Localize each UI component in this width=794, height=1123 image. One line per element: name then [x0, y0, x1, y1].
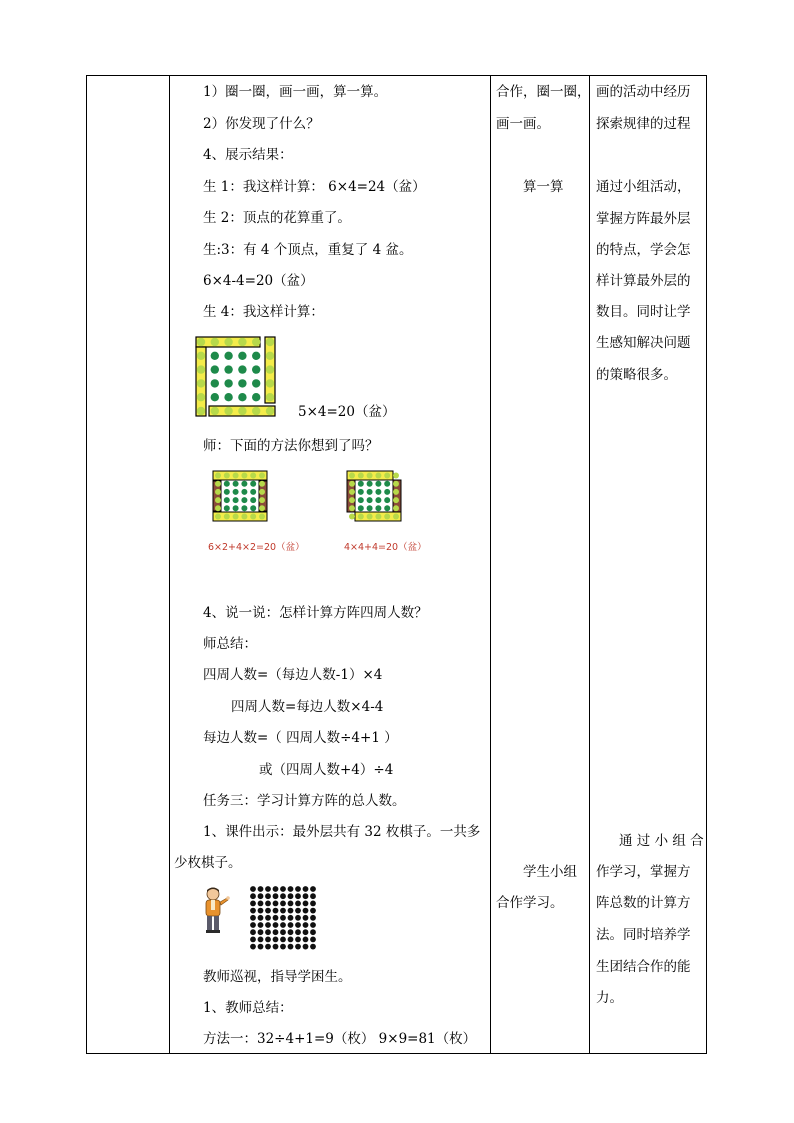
chess-piece-dot: [288, 944, 294, 950]
flower-pot-dot: [266, 352, 274, 360]
intent2-line-2: 掌握方阵最外层: [596, 211, 691, 227]
flower-pot-dot: [393, 489, 399, 495]
flower-pot-dot: [384, 514, 390, 520]
flower-pot-dot: [367, 481, 373, 487]
chess-piece-dot: [258, 929, 264, 935]
chess-piece-array: [250, 886, 316, 950]
flower-pot-dot: [358, 473, 364, 479]
chess-piece-dot: [250, 937, 256, 943]
flower-pot-dot: [233, 514, 239, 520]
flower-pot-dot: [241, 473, 247, 479]
chess-piece-dot: [258, 901, 264, 907]
intent-line-2: 探索规律的过程: [596, 116, 691, 132]
chess-piece-dot: [258, 915, 264, 921]
step-line-2: 2）你发现了什么？: [203, 116, 320, 132]
chess-piece-dot: [265, 922, 271, 928]
student4-formula: 5×4=20（盆）: [298, 404, 396, 420]
activity-group-1: 学生小组: [523, 864, 577, 880]
array-figure-method-a: [212, 470, 268, 522]
chess-piece-dot: [250, 922, 256, 928]
chess-piece-dot: [250, 915, 256, 921]
flower-pot-dot: [252, 379, 260, 387]
chess-piece-dot: [295, 944, 301, 950]
flower-pot-dot: [224, 481, 230, 487]
chess-piece-dot: [303, 922, 309, 928]
flower-pot-dot: [197, 365, 205, 373]
chess-piece-dot: [273, 915, 279, 921]
chess-piece-dot: [280, 915, 286, 921]
student3-formula: 6×4-4=20（盆）: [203, 273, 314, 289]
flower-pot-dot: [224, 473, 230, 479]
chess-piece-dot: [288, 922, 294, 928]
flower-pot-dot: [238, 379, 246, 387]
flower-pot-dot: [358, 497, 364, 503]
activity-line-1: 合作，圈一圈，: [496, 84, 591, 100]
chess-piece-dot: [303, 944, 309, 950]
flower-pot-dot: [393, 514, 399, 520]
flower-pot-dot: [241, 497, 247, 503]
formula-side-1: 每边人数=（ 四周人数÷4+1 ）: [203, 730, 398, 746]
chess-piece-dot: [280, 937, 286, 943]
chess-piece-dot: [258, 922, 264, 928]
chess-piece-dot: [310, 937, 316, 943]
task-three-title: 任务三：学习计算方阵的总人数。: [203, 793, 406, 809]
flower-pot-dot: [233, 505, 239, 511]
flower-pot-dot: [224, 407, 232, 415]
flower-pot-dot: [384, 505, 390, 511]
activity-line-2: 画一画。: [496, 116, 550, 132]
chess-piece-dot: [303, 937, 309, 943]
flower-pot-dot: [367, 473, 373, 479]
teacher-summary-2: 1、教师总结：: [203, 1000, 293, 1016]
flower-pot-dot: [241, 489, 247, 495]
teacher-summary-label: 师总结：: [203, 636, 257, 652]
chess-piece-dot: [310, 944, 316, 950]
chess-piece-dot: [273, 901, 279, 907]
method-b-formula: 4×4+4=20（盆）: [344, 542, 427, 553]
chess-piece-dot: [273, 929, 279, 935]
chess-piece-dot: [265, 908, 271, 914]
flower-pot-dot: [375, 514, 381, 520]
flower-pot-dot: [358, 481, 364, 487]
flower-pot-dot: [197, 393, 205, 401]
flower-pot-dot: [211, 365, 219, 373]
flower-pot-dot: [211, 393, 219, 401]
flower-pot-dot: [375, 489, 381, 495]
chess-piece-dot: [280, 922, 286, 928]
flower-pot-dot: [358, 514, 364, 520]
flower-pot-dot: [384, 481, 390, 487]
chess-piece-dot: [303, 908, 309, 914]
flower-pot-dot: [241, 514, 247, 520]
chess-piece-dot: [273, 908, 279, 914]
flower-pot-dot: [375, 473, 381, 479]
chess-piece-dot: [265, 937, 271, 943]
flower-pot-dot: [259, 481, 265, 487]
flower-pot-dot: [241, 481, 247, 487]
flower-pot-dot: [393, 505, 399, 511]
flower-pot-dot: [393, 497, 399, 503]
flower-pot-dot: [224, 352, 232, 360]
flower-pot-dot: [259, 514, 265, 520]
chess-piece-dot: [250, 886, 256, 892]
flower-pot-dot: [250, 505, 256, 511]
array-figure-method-b: [346, 470, 402, 522]
flower-pot-dot: [250, 481, 256, 487]
column-divider-2: [490, 76, 491, 1053]
chess-piece-dot: [310, 915, 316, 921]
chess-piece-dot: [295, 937, 301, 943]
step-line-3: 4、展示结果：: [203, 147, 293, 163]
flower-pot-dot: [197, 352, 205, 360]
flower-pot-dot: [197, 379, 205, 387]
chess-piece-dot: [280, 929, 286, 935]
flower-pot-dot: [259, 473, 265, 479]
flower-pot-dot: [367, 497, 373, 503]
chess-piece-dot: [303, 886, 309, 892]
flower-pot-dot: [393, 473, 399, 479]
chess-piece-dot: [280, 944, 286, 950]
chess-piece-dot: [265, 893, 271, 899]
intent2-line-5: 数目。同时让学: [596, 304, 691, 320]
flower-pot-dot: [252, 338, 260, 346]
chess-piece-dot: [250, 893, 256, 899]
column-divider-1: [169, 76, 170, 1053]
flower-pot-dot: [367, 514, 373, 520]
flower-pot-dot: [211, 352, 219, 360]
chess-piece-dot: [265, 901, 271, 907]
teacher-question: 师：下面的方法你想到了吗？: [203, 438, 379, 454]
chess-piece-dot: [310, 901, 316, 907]
chess-piece-dot: [250, 908, 256, 914]
chess-piece-dot: [303, 901, 309, 907]
chess-piece-dot: [288, 908, 294, 914]
formula-perimeter-1: 四周人数=（每边人数-1）×4: [203, 667, 383, 683]
chess-piece-dot: [258, 937, 264, 943]
flower-pot-dot: [367, 489, 373, 495]
column-divider-3: [589, 76, 590, 1053]
flower-pot-dot: [233, 481, 239, 487]
intent2-line-1: 通过小组活动，: [596, 179, 691, 195]
flower-pot-dot: [358, 505, 364, 511]
chess-piece-dot: [280, 908, 286, 914]
flower-pot-dot: [393, 481, 399, 487]
flower-pot-dot: [215, 473, 221, 479]
flower-pot-dot: [224, 365, 232, 373]
chess-piece-dot: [280, 901, 286, 907]
flower-pot-dot: [259, 505, 265, 511]
chess-piece-dot: [310, 922, 316, 928]
intent2-line-6: 生感知解决问题: [596, 335, 691, 351]
flower-pot-dot: [224, 379, 232, 387]
flower-pot-dot: [233, 489, 239, 495]
chess-piece-dot: [258, 944, 264, 950]
flower-pot-dot: [241, 505, 247, 511]
flower-pot-dot: [224, 505, 230, 511]
flower-pot-dot: [252, 407, 260, 415]
chess-piece-dot: [295, 915, 301, 921]
flower-pot-dot: [224, 393, 232, 401]
chess-piece-dot: [258, 886, 264, 892]
flower-pot-dot: [266, 365, 274, 373]
formula-side-2: 或（四周人数+4）÷4: [259, 762, 394, 778]
chess-piece-dot: [280, 893, 286, 899]
flower-pot-dot: [211, 338, 219, 346]
chess-piece-dot: [303, 893, 309, 899]
intent3-line-6: 力。: [596, 990, 623, 1006]
student4-line: 生 4：我这样计算：: [203, 304, 324, 320]
chess-piece-dot: [295, 886, 301, 892]
array-figure-student4: [195, 336, 277, 418]
flower-pot-dot: [259, 497, 265, 503]
flower-pot-dot: [224, 514, 230, 520]
flower-pot-dot: [349, 514, 355, 520]
flower-pot-dot: [238, 352, 246, 360]
flower-pot-dot: [238, 407, 246, 415]
flower-pot-dot: [252, 352, 260, 360]
teacher-patrol-line: 教师巡视，指导学困生。: [203, 969, 352, 985]
chess-piece-dot: [265, 886, 271, 892]
activity-calc: 算一算: [523, 179, 564, 195]
intent3-line-4: 法。同时培养学: [596, 927, 691, 943]
chess-piece-dot: [250, 929, 256, 935]
chess-piece-dot: [310, 893, 316, 899]
flower-pot-dot: [349, 481, 355, 487]
flower-pot-dot: [250, 497, 256, 503]
flower-pot-dot: [211, 379, 219, 387]
flower-pot-dot: [358, 489, 364, 495]
intent2-line-7: 的策略很多。: [596, 367, 677, 383]
chess-piece-dot: [310, 908, 316, 914]
flower-pot-dot: [266, 379, 274, 387]
flower-pot-dot: [197, 338, 205, 346]
flower-pot-dot: [384, 473, 390, 479]
flower-pot-dot: [252, 393, 260, 401]
flower-pot-dot: [266, 393, 274, 401]
intent3-line-3: 阵总数的计算方: [596, 895, 691, 911]
chess-piece-dot: [295, 893, 301, 899]
flower-pot-dot: [250, 514, 256, 520]
chess-piece-dot: [310, 886, 316, 892]
flower-pot-dot: [215, 505, 221, 511]
chess-piece-dot: [295, 901, 301, 907]
flower-pot-dot: [384, 489, 390, 495]
intent2-line-4: 样计算最外层的: [596, 273, 691, 289]
chess-piece-dot: [288, 893, 294, 899]
teacher-figure: [200, 886, 230, 934]
intent2-line-3: 的特点，学会怎: [596, 242, 691, 258]
student1-line: 生 1：我这样计算： 6×4=24（盆）: [203, 179, 426, 195]
flower-pot-dot: [238, 365, 246, 373]
chess-piece-dot: [273, 886, 279, 892]
step-line-1: 1）圈一圈，画一画，算一算。: [203, 84, 388, 100]
flower-pot-dot: [259, 489, 265, 495]
chess-piece-dot: [258, 893, 264, 899]
flower-pot-dot: [375, 481, 381, 487]
method-one-line: 方法一：32÷4+1=9（枚） 9×9=81（枚）: [203, 1031, 477, 1047]
chess-piece-dot: [273, 893, 279, 899]
flower-pot-dot: [367, 505, 373, 511]
chess-piece-dot: [250, 944, 256, 950]
intent-line-1: 画的活动中经历: [596, 84, 691, 100]
flower-pot-dot: [375, 505, 381, 511]
chess-piece-dot: [288, 929, 294, 935]
flower-pot-dot: [215, 514, 221, 520]
flower-pot-dot: [215, 489, 221, 495]
student3-line: 生:3：有 4 个顶点，重复了 4 盆。: [203, 242, 413, 258]
flower-pot-dot: [266, 407, 274, 415]
intent3-line-5: 生团结合作的能: [596, 959, 691, 975]
method-a-formula: 6×2+4×2=20（盆）: [208, 542, 305, 553]
flower-pot-dot: [211, 407, 219, 415]
task-line-2: 少枚棋子。: [174, 855, 242, 871]
flower-pot-dot: [197, 407, 205, 415]
flower-pot-dot: [224, 489, 230, 495]
chess-piece-dot: [288, 901, 294, 907]
flower-pot-dot: [224, 497, 230, 503]
flower-pot-dot: [349, 473, 355, 479]
flower-pot-dot: [215, 497, 221, 503]
chess-piece-dot: [250, 901, 256, 907]
activity-group-2: 合作学习。: [496, 895, 564, 911]
flower-pot-dot: [349, 505, 355, 511]
chess-piece-dot: [310, 929, 316, 935]
intent3-line-1: 通 过 小 组 合: [619, 833, 704, 849]
discuss-line: 4、说一说：怎样计算方阵四周人数？: [203, 605, 428, 621]
task-line-1: 1、课件出示：最外层共有 32 枚棋子。一共多: [203, 824, 481, 840]
chess-piece-dot: [280, 886, 286, 892]
chess-piece-dot: [303, 929, 309, 935]
flower-pot-dot: [252, 365, 260, 373]
chess-piece-dot: [273, 937, 279, 943]
flower-pot-dot: [375, 497, 381, 503]
flower-pot-dot: [238, 338, 246, 346]
intent3-line-2: 作学习，掌握方: [596, 864, 691, 880]
flower-pot-dot: [233, 473, 239, 479]
chess-piece-dot: [265, 944, 271, 950]
chess-piece-dot: [258, 908, 264, 914]
flower-pot-dot: [349, 497, 355, 503]
flower-pot-dot: [224, 338, 232, 346]
chess-piece-dot: [265, 929, 271, 935]
flower-pot-dot: [384, 497, 390, 503]
chess-piece-dot: [295, 908, 301, 914]
chess-piece-dot: [273, 944, 279, 950]
flower-pot-dot: [238, 393, 246, 401]
chess-piece-dot: [288, 886, 294, 892]
flower-pot-dot: [349, 489, 355, 495]
chess-piece-dot: [288, 915, 294, 921]
chess-piece-dot: [273, 922, 279, 928]
flower-pot-dot: [266, 338, 274, 346]
flower-pot-dot: [215, 481, 221, 487]
chess-piece-dot: [288, 937, 294, 943]
flower-pot-dot: [250, 473, 256, 479]
chess-piece-dot: [295, 929, 301, 935]
chess-piece-dot: [265, 915, 271, 921]
flower-pot-dot: [233, 497, 239, 503]
chess-piece-dot: [303, 915, 309, 921]
formula-perimeter-2: 四周人数=每边人数×4-4: [231, 699, 384, 715]
flower-pot-dot: [250, 489, 256, 495]
chess-piece-dot: [295, 922, 301, 928]
student2-line: 生 2：顶点的花算重了。: [203, 210, 351, 226]
